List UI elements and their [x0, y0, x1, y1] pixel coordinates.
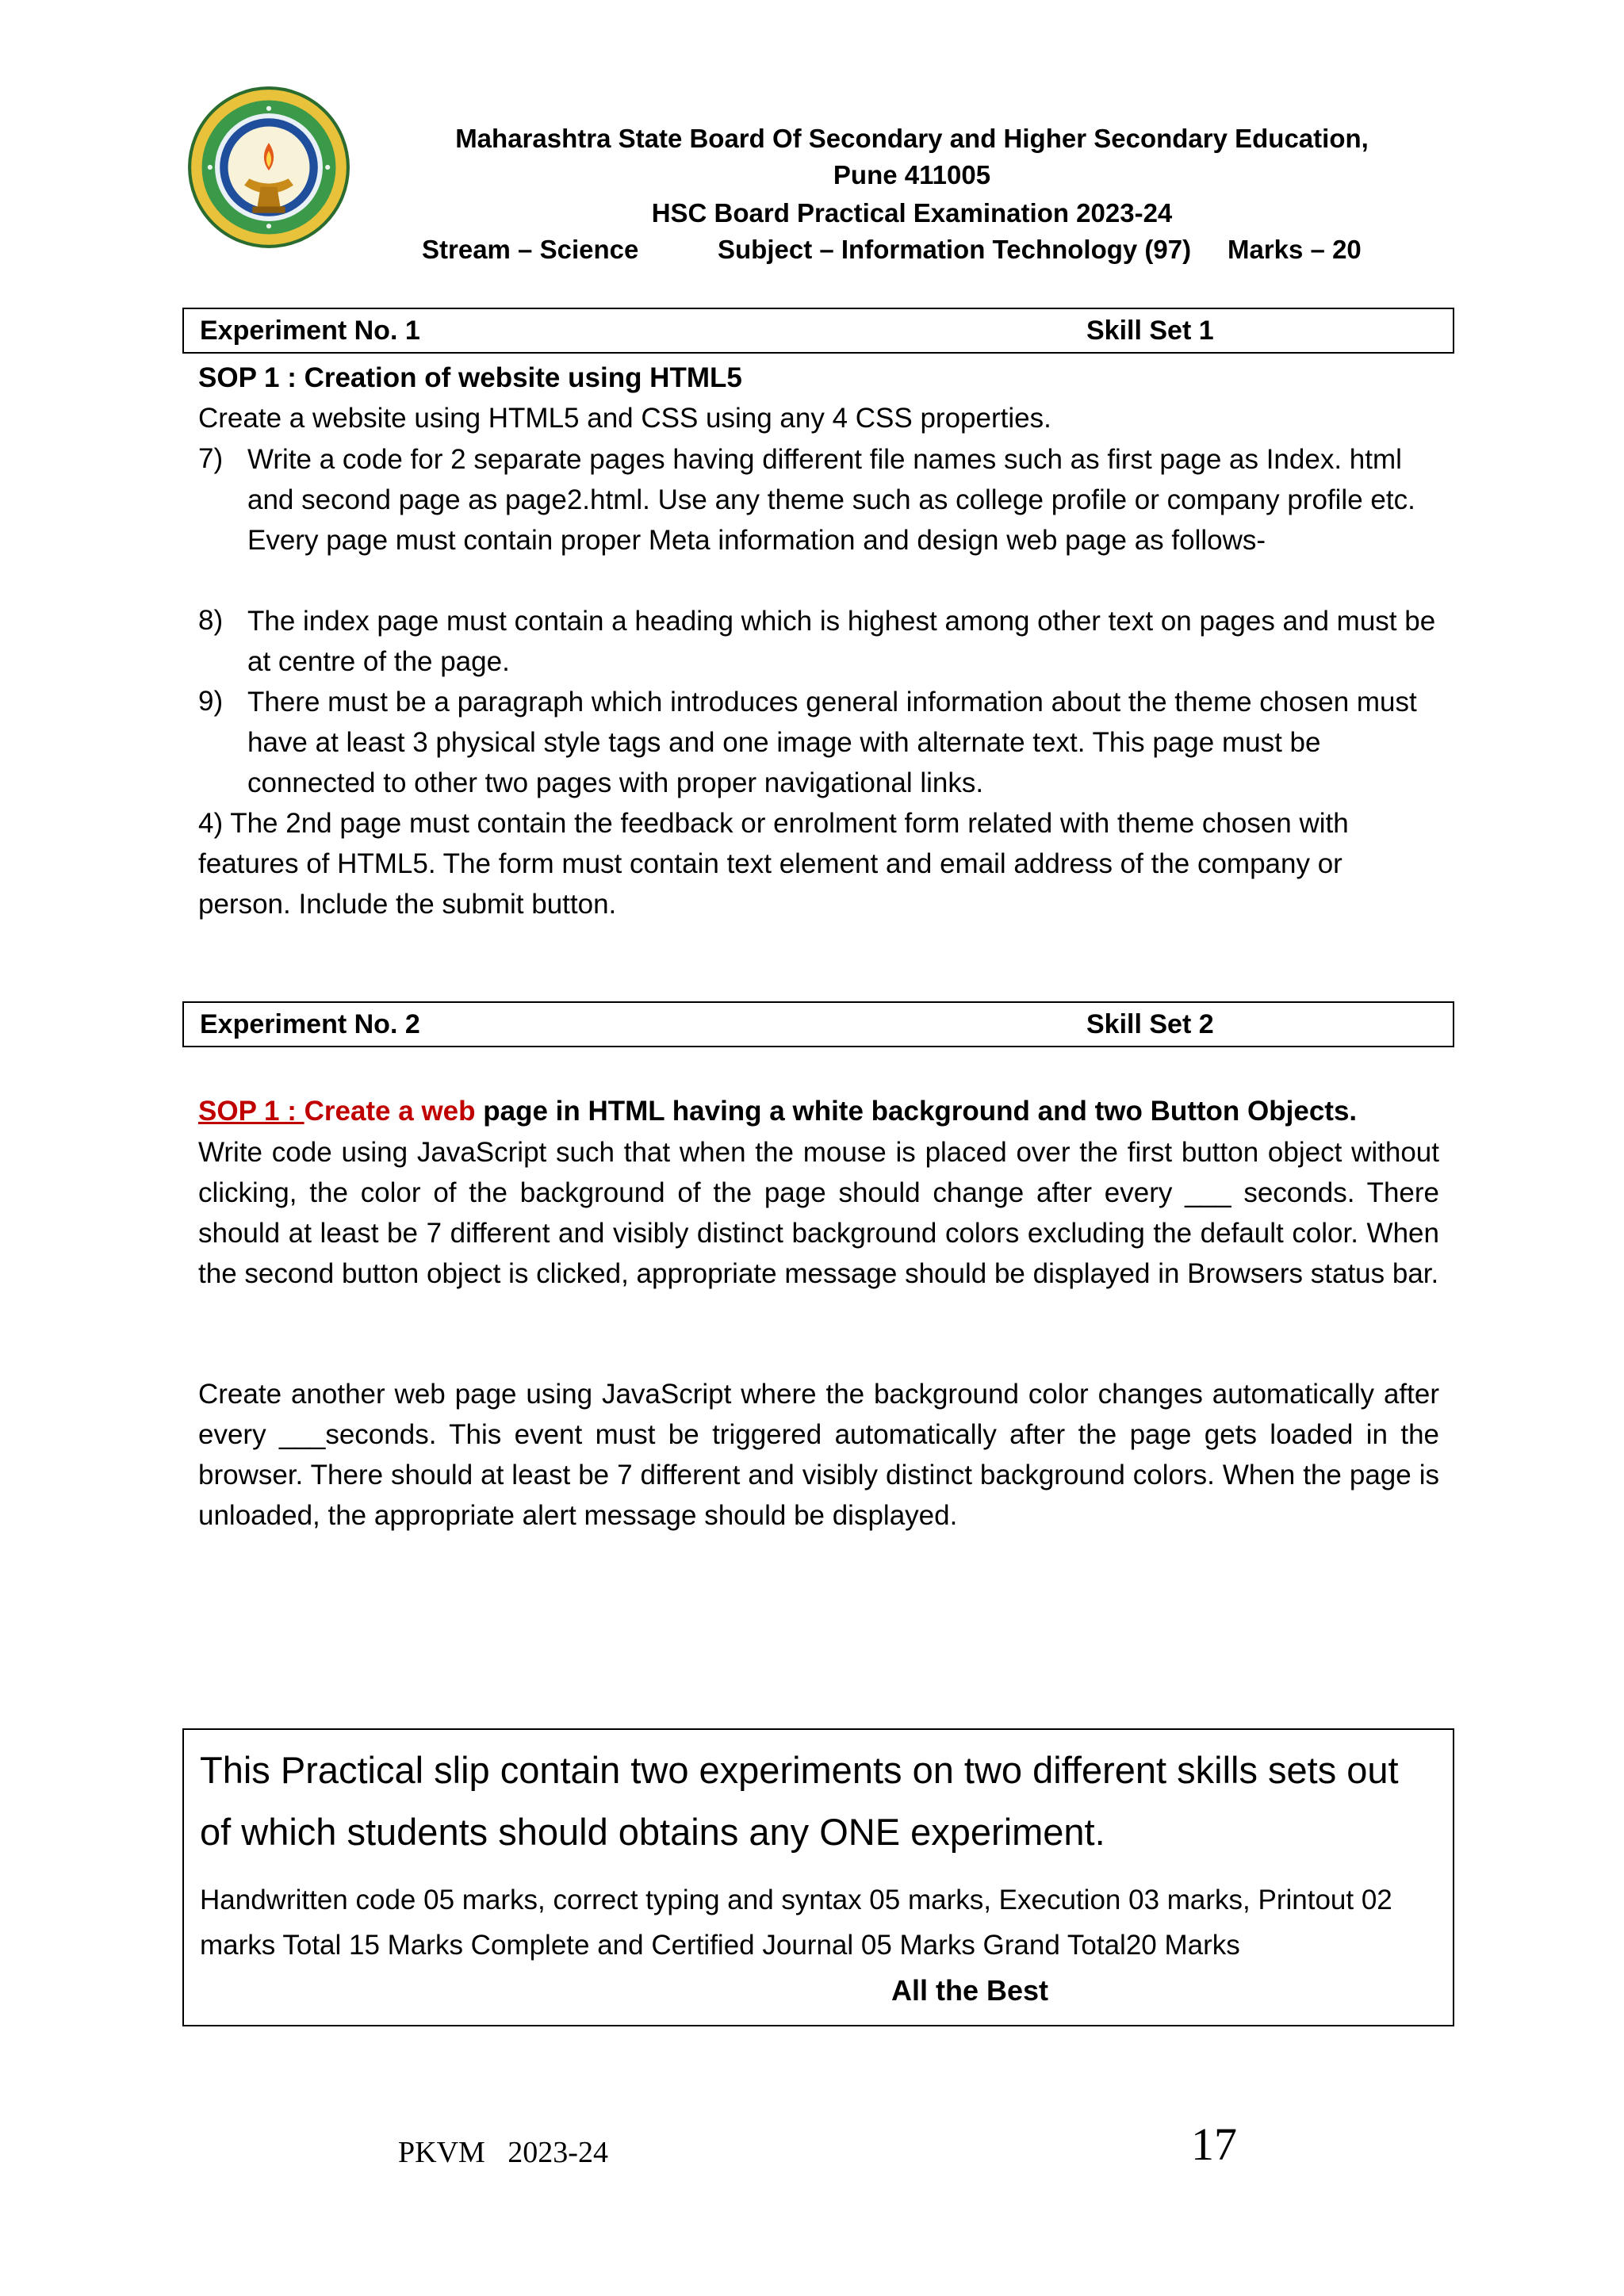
- exp1-item-text: Write a code for 2 separate pages having different file names such as first page as Index. html and second page as page2.html. Use any theme such as college profile or company profile etc. Every page must contain proper Meta information and design web page as follows-: [247, 444, 1415, 556]
- exp1-item-text: The index page must contain a heading which is highest among other text on pages and must be at centre of the page.: [247, 606, 1436, 677]
- experiment-2-header: [182, 1001, 1454, 1047]
- experiment-2-skill-set: Skill Set 2: [1086, 1009, 1214, 1039]
- instructions-heading: This Practical slip contain two experiments on two different skills sets out of which students should obtains any ONE experiment.: [200, 1749, 1399, 1853]
- exp1-sop-title: SOP 1 : Creation of website using HTML5: [198, 362, 742, 393]
- experiment-1-header: [182, 308, 1454, 354]
- experiment-1-skill-set: Skill Set 1: [1086, 316, 1214, 346]
- board-city-line: Pune 411005: [833, 160, 991, 189]
- exp2-paragraph-2: Create another web page using JavaScript where the background color changes automatically after every ___seconds. This event must be triggered automatically after the page gets loaded in the browser. There should at least be 7 different and visibly distinct background colors. When the page is unloaded, the appropriate alert message should be displayed.: [198, 1379, 1439, 1531]
- exp1-item-4: 4) The 2nd page must contain the feedback or enrolment form related with theme chosen with features of HTML5. The form must contain text element and email address of the company or person. Include the submit button.: [198, 808, 1349, 920]
- all-the-best: All the Best: [891, 1974, 1049, 2007]
- exp1-item-number: 9): [198, 686, 224, 717]
- exam-title-line: HSC Board Practical Examination 2023-24: [651, 198, 1173, 228]
- marks-distribution: Handwritten code 05 marks, correct typing and syntax 05 marks, Execution 03 marks, Printout 02 marks Total 15 Marks Complete and Certified Journal 05 Marks Grand Total20 Marks: [200, 1885, 1392, 1961]
- marks-label: Marks – 20: [1228, 235, 1362, 264]
- footer-label: PKVM 2023-24: [398, 2136, 608, 2169]
- experiment-1-title: Experiment No. 1: [200, 316, 420, 346]
- exp1-item-number: 8): [198, 605, 224, 636]
- exp2-sop-red-text: Create a web: [304, 1096, 476, 1127]
- exp1-item-number: 7): [198, 443, 224, 474]
- exp2-sop-label: SOP 1 :: [198, 1096, 304, 1127]
- experiment-2-title: Experiment No. 2: [200, 1009, 420, 1039]
- exp1-item-text: There must be a paragraph which introduces general information about the theme chosen must have at least 3 physical style tags and one image with alternate text. This page must be connected to other two pages with proper navigational links.: [247, 687, 1417, 798]
- instructions-box: [182, 1728, 1454, 2026]
- board-name-line: Maharashtra State Board Of Secondary and Higher Secondary Education,: [455, 124, 1369, 153]
- board-seal-logo: [187, 86, 350, 249]
- exp2-paragraph-1: Write code using JavaScript such that when the mouse is placed over the first button object without clicking, the color of the background of the page should change after every ___ seconds. There should at least be 7 different and visibly distinct background colors excluding the default color. When the second button object is clicked, appropriate message should be displayed in Browsers status bar.: [198, 1137, 1439, 1289]
- exp2-sop-title: [198, 1092, 1357, 1131]
- exp2-sop-rest: page in HTML having a white background and two Button Objects.: [475, 1096, 1358, 1127]
- subject-label: Subject – Information Technology (97): [718, 235, 1192, 264]
- exp1-intro: Create a website using HTML5 and CSS using any 4 CSS properties.: [198, 403, 1051, 434]
- stream-label: Stream – Science: [422, 235, 639, 264]
- page-number: 17: [1191, 2118, 1237, 2170]
